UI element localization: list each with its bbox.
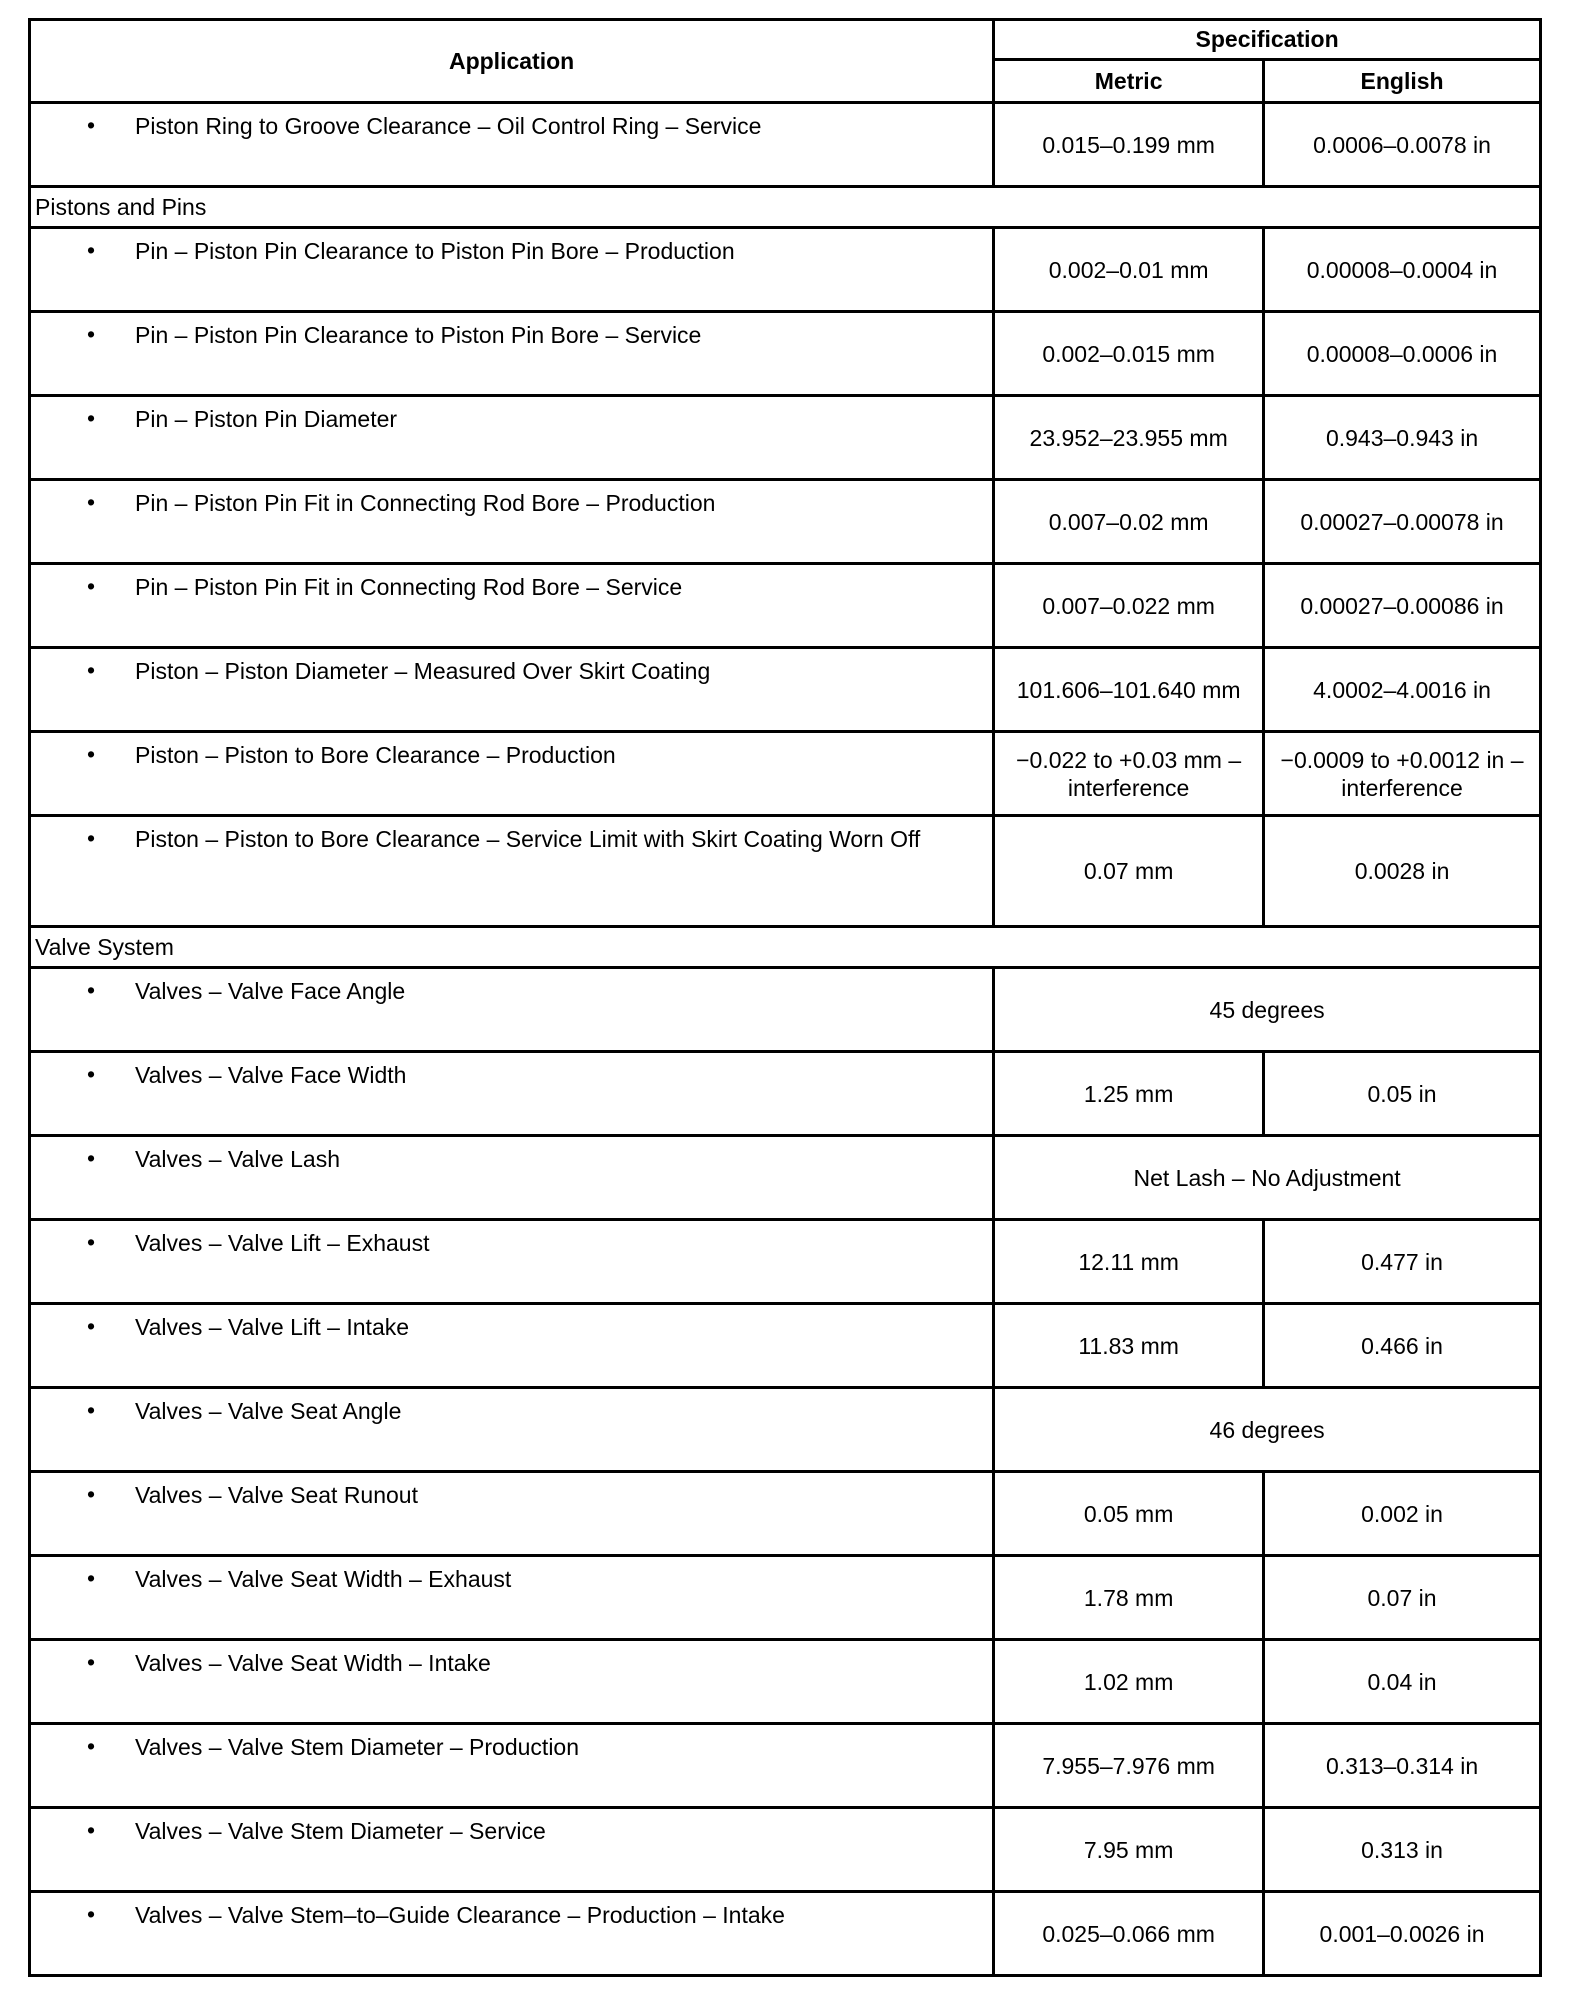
metric-cell: 0.015–0.199 mm — [994, 103, 1264, 187]
section-row — [30, 187, 1541, 228]
metric-cell: 0.05 mm — [994, 1472, 1264, 1556]
combined-spec-cell: Net Lash – No Adjustment — [994, 1136, 1541, 1220]
application-header: Application — [30, 20, 994, 103]
table-row — [30, 1808, 1541, 1892]
bullet-icon: • — [87, 1649, 96, 1675]
application-cell — [30, 1892, 994, 1976]
metric-cell: 0.007–0.02 mm — [994, 480, 1264, 564]
english-cell: 0.0028 in — [1264, 816, 1541, 927]
bullet-icon: • — [87, 1481, 96, 1507]
bullet-icon: • — [87, 657, 96, 683]
specification-table — [28, 18, 1542, 1977]
bullet-icon: • — [87, 405, 96, 431]
application-cell — [30, 312, 994, 396]
application-text: Piston – Piston to Bore Clearance – Service Limit with Skirt Coating Worn Off — [135, 826, 921, 852]
bullet-icon: • — [87, 1817, 96, 1843]
application-cell — [30, 732, 994, 816]
english-cell: 0.00008–0.0004 in — [1264, 228, 1541, 312]
metric-cell: 0.002–0.01 mm — [994, 228, 1264, 312]
application-cell — [30, 648, 994, 732]
application-cell — [30, 396, 994, 480]
table-row — [30, 968, 1541, 1052]
metric-cell: 0.007–0.022 mm — [994, 564, 1264, 648]
metric-cell: 7.955–7.976 mm — [994, 1724, 1264, 1808]
bullet-icon: • — [87, 112, 96, 138]
english-header: English — [1264, 60, 1541, 103]
metric-cell: 0.002–0.015 mm — [994, 312, 1264, 396]
application-text: Valves – Valve Stem Diameter – Service — [135, 1818, 546, 1844]
application-cell — [30, 1052, 994, 1136]
application-text: Piston Ring to Groove Clearance – Oil Control Ring – Service — [135, 113, 762, 139]
bullet-icon: • — [87, 741, 96, 767]
bullet-icon: • — [87, 1565, 96, 1591]
combined-spec-cell: 45 degrees — [994, 968, 1541, 1052]
english-cell: 0.0006–0.0078 in — [1264, 103, 1541, 187]
table-row — [30, 1388, 1541, 1472]
application-text: Valves – Valve Stem Diameter – Production — [135, 1734, 580, 1760]
application-cell — [30, 1388, 994, 1472]
application-cell — [30, 1136, 994, 1220]
table-row — [30, 103, 1541, 187]
application-cell — [30, 1724, 994, 1808]
bullet-icon: • — [87, 1145, 96, 1171]
bullet-icon: • — [87, 1313, 96, 1339]
metric-cell: −0.022 to +0.03 mm – interference — [994, 732, 1264, 816]
application-text: Valves – Valve Seat Runout — [135, 1482, 418, 1508]
application-cell — [30, 564, 994, 648]
english-cell: 4.0002–4.0016 in — [1264, 648, 1541, 732]
section-heading: Pistons and Pins — [30, 187, 1541, 228]
table-row — [30, 1724, 1541, 1808]
specification-header: Specification — [994, 20, 1541, 60]
english-cell: 0.943–0.943 in — [1264, 396, 1541, 480]
application-cell — [30, 103, 994, 187]
bullet-icon: • — [87, 1901, 96, 1927]
table-row — [30, 1640, 1541, 1724]
table-row — [30, 1892, 1541, 1976]
bullet-icon: • — [87, 977, 96, 1003]
table-row — [30, 1304, 1541, 1388]
table-row — [30, 396, 1541, 480]
english-cell: 0.001–0.0026 in — [1264, 1892, 1541, 1976]
metric-cell: 101.606–101.640 mm — [994, 648, 1264, 732]
english-cell: 0.477 in — [1264, 1220, 1541, 1304]
application-text: Valves – Valve Seat Width – Exhaust — [135, 1566, 512, 1592]
table-row — [30, 648, 1541, 732]
table-row — [30, 312, 1541, 396]
application-cell — [30, 1304, 994, 1388]
application-text: Pin – Piston Pin Clearance to Piston Pin Bore – Service — [135, 322, 702, 348]
metric-cell: 23.952–23.955 mm — [994, 396, 1264, 480]
bullet-icon: • — [87, 1733, 96, 1759]
english-cell: 0.313 in — [1264, 1808, 1541, 1892]
table-row — [30, 228, 1541, 312]
section-heading: Valve System — [30, 927, 1541, 968]
application-text: Piston – Piston to Bore Clearance – Production — [135, 742, 616, 768]
application-text: Valves – Valve Lift – Exhaust — [135, 1230, 430, 1256]
combined-spec-cell: 46 degrees — [994, 1388, 1541, 1472]
bullet-icon: • — [87, 489, 96, 515]
english-cell: 0.00008–0.0006 in — [1264, 312, 1541, 396]
application-cell — [30, 480, 994, 564]
metric-cell: 12.11 mm — [994, 1220, 1264, 1304]
english-cell: 0.04 in — [1264, 1640, 1541, 1724]
bullet-icon: • — [87, 1397, 96, 1423]
bullet-icon: • — [87, 1061, 96, 1087]
bullet-icon: • — [87, 1229, 96, 1255]
table-row — [30, 1472, 1541, 1556]
table-row — [30, 564, 1541, 648]
english-cell: −0.0009 to +0.0012 in – interference — [1264, 732, 1541, 816]
application-cell — [30, 228, 994, 312]
metric-cell: 1.25 mm — [994, 1052, 1264, 1136]
english-cell: 0.07 in — [1264, 1556, 1541, 1640]
application-cell — [30, 1472, 994, 1556]
english-cell: 0.00027–0.00078 in — [1264, 480, 1541, 564]
metric-cell: 0.025–0.066 mm — [994, 1892, 1264, 1976]
table-row — [30, 1220, 1541, 1304]
metric-cell: 11.83 mm — [994, 1304, 1264, 1388]
application-cell — [30, 968, 994, 1052]
metric-cell: 0.07 mm — [994, 816, 1264, 927]
application-text: Pin – Piston Pin Fit in Connecting Rod Bore – Service — [135, 574, 683, 600]
application-cell — [30, 816, 994, 927]
application-text: Valves – Valve Lift – Intake — [135, 1314, 410, 1340]
table-row — [30, 816, 1541, 927]
application-text: Valves – Valve Face Width — [135, 1062, 407, 1088]
application-text: Valves – Valve Seat Width – Intake — [135, 1650, 491, 1676]
english-cell: 0.00027–0.00086 in — [1264, 564, 1541, 648]
section-row — [30, 927, 1541, 968]
application-cell — [30, 1640, 994, 1724]
bullet-icon: • — [87, 573, 96, 599]
table-row — [30, 1052, 1541, 1136]
application-text: Pin – Piston Pin Fit in Connecting Rod Bore – Production — [135, 490, 716, 516]
application-text: Pin – Piston Pin Clearance to Piston Pin Bore – Production — [135, 238, 735, 264]
table-row — [30, 1556, 1541, 1640]
application-cell — [30, 1556, 994, 1640]
table-row — [30, 1136, 1541, 1220]
application-cell — [30, 1808, 994, 1892]
application-text: Valves – Valve Stem–to–Guide Clearance – Production – Intake — [135, 1902, 785, 1928]
english-cell: 0.002 in — [1264, 1472, 1541, 1556]
application-text: Valves – Valve Face Angle — [135, 978, 406, 1004]
bullet-icon: • — [87, 237, 96, 263]
bullet-icon: • — [87, 825, 96, 851]
application-text: Valves – Valve Seat Angle — [135, 1398, 402, 1424]
table-row — [30, 732, 1541, 816]
table-row — [30, 480, 1541, 564]
metric-cell: 1.78 mm — [994, 1556, 1264, 1640]
application-cell — [30, 1220, 994, 1304]
metric-cell: 1.02 mm — [994, 1640, 1264, 1724]
english-cell: 0.466 in — [1264, 1304, 1541, 1388]
metric-cell: 7.95 mm — [994, 1808, 1264, 1892]
bullet-icon: • — [87, 321, 96, 347]
application-text: Valves – Valve Lash — [135, 1146, 340, 1172]
application-text: Pin – Piston Pin Diameter — [135, 406, 398, 432]
metric-header: Metric — [994, 60, 1264, 103]
english-cell: 0.05 in — [1264, 1052, 1541, 1136]
application-text: Piston – Piston Diameter – Measured Over Skirt Coating — [135, 658, 711, 684]
table-body — [30, 103, 1541, 1976]
english-cell: 0.313–0.314 in — [1264, 1724, 1541, 1808]
